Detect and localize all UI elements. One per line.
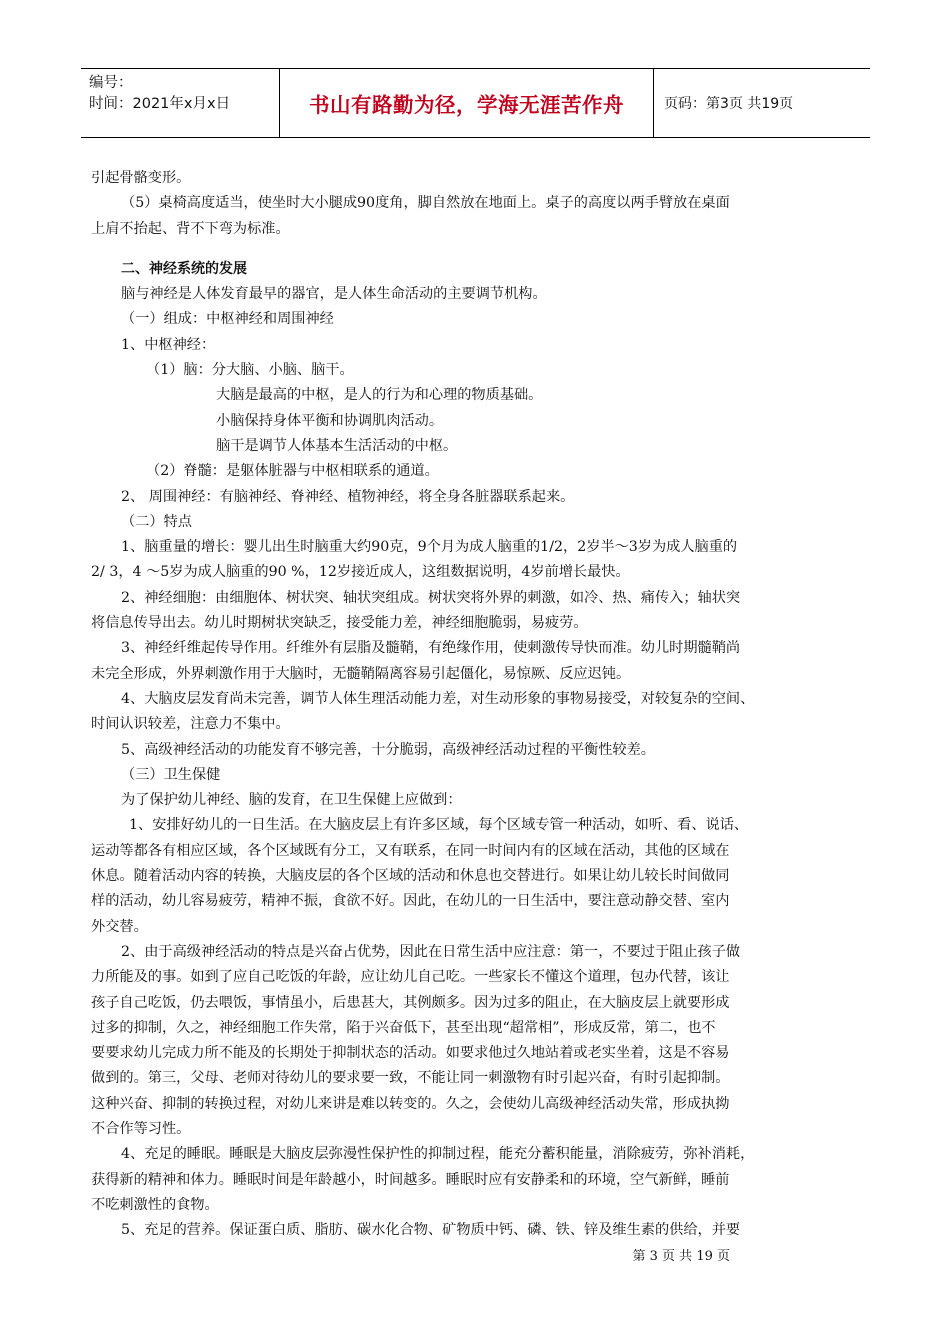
text-line: 小脑保持身体平衡和协调肌肉活动。	[216, 412, 444, 429]
text-line: 未完全形成，外界刺激作用于大脑时，无髓鞘隔离容易引起僵化，易惊厥、反应迟钝。	[91, 665, 631, 682]
text-line: 做到的。第三，父母、老师对待幼儿的要求要一致，不能让同一刺激物有时引起兴奋，有时引起抑制。	[91, 1070, 730, 1087]
text-line: 这种兴奋、抑制的转换过程，对幼儿来讲是难以转变的。久之，会使幼儿高级神经活动失常，形成执拗	[91, 1095, 730, 1112]
text-line: 获得新的精神和体力。睡眠时间是年龄越小，时间越多。睡眠时应有安静柔和的环境，空气新鲜，睡前	[91, 1171, 730, 1188]
text-line: 2/ 3，4 ～5岁为成人脑重的90 %，12岁接近成人，这组数据说明，4岁前增长最快。	[91, 564, 630, 581]
text-line: 4、大脑皮层发育尚未完善，调节人体生理活动能力差，对生动形象的事物易接受，对较复杂的空间、	[121, 690, 755, 707]
header-page-label: 页码：第3页 共19页	[664, 96, 794, 112]
paragraph-gap	[91, 242, 861, 257]
section-heading: 二、神经系统的发展	[121, 260, 247, 277]
text-line: 1、中枢神经：	[121, 336, 216, 353]
text-line: 5、充足的营养。保证蛋白质、脂肪、碳水化合物、矿物质中钙、磷、铁、锌及维生素的供给，并要	[121, 1222, 741, 1239]
text-line: 大脑是最高的中枢，是人的行为和心理的物质基础。	[216, 387, 543, 404]
text-line: 5、高级神经活动的功能发育不够完善，十分脆弱，高级神经活动过程的平衡性较差。	[121, 741, 655, 758]
number-label: 编号：	[89, 75, 133, 91]
text-line: 1、脑重量的增长：婴儿出生时脑重大约90克，9个月为成人脑重的1/2，2岁半～3岁为成人脑重的	[121, 539, 738, 556]
text-line: 过多的抑制，久之，神经细胞工作失常，陷于兴奋低下，甚至出现“超常相”，形成反常，第二，也不	[91, 1019, 716, 1036]
page-footer: 第 3 页 共 19 页	[632, 1249, 730, 1264]
text-line: 时间认识较差，注意力不集中。	[91, 716, 290, 733]
text-line: （二）特点	[121, 513, 192, 530]
text-line: 样的活动，幼儿容易疲劳，精神不振，食欲不好。因此，在幼儿的一日生活中，要注意动静交替、室内	[91, 893, 730, 910]
text-line: 运动等都各有相应区域，各个区域既有分工，又有联系，在同一时间内有的区域在活动，其他的区域在	[91, 842, 730, 859]
text-line: 上肩不抬起、背不下弯为标准。	[91, 220, 290, 237]
text-line: （2）脊髓：是躯体脏器与中枢相联系的通道。	[146, 463, 439, 480]
text-line: 引起骨骼变形。	[91, 170, 191, 186]
text-line: 4、充足的睡眠。睡眠是大脑皮层弥漫性保护性的抑制过程，能充分蓄积能量，消除疲劳，弥补消耗，	[121, 1146, 755, 1163]
text-line: 脑与神经是人体发育最早的器官，是人体生命活动的主要调节机构。	[121, 286, 547, 303]
text-line: 2、由于高级神经活动的特点是兴奋占优势，因此在日常生活中应注意：第一，不要过于阻止孩子做	[121, 943, 741, 960]
text-line: 脑干是调节人体基本生活活动的中枢。	[216, 437, 458, 454]
text-line: 将信息传导出去。幼儿时期树状突缺乏，接受能力差，神经细胞脆弱，易疲劳。	[91, 615, 588, 632]
text-line: 力所能及的事。如到了应自己吃饭的年龄，应让幼儿自己吃。一些家长不懂这个道理，包办代替，该让	[91, 969, 730, 986]
text-line: 不合作等习性。	[91, 1120, 191, 1137]
text-line: 孩子自己吃饭，仍去喂饭，事情虽小，后患甚大，其例颇多。因为过多的阻止，在大脑皮层上就要形成	[91, 994, 730, 1011]
text-line: 2、神经细胞：由细胞体、树状突、轴状突组成。树状突将外界的刺激，如冷、热、痛传入；轴状突	[121, 589, 741, 606]
text-line: （5）桌椅高度适当，使坐时大小腿成90度角，脚自然放在地面上。桌子的高度以两手臂放在桌面	[121, 195, 730, 212]
page-header	[81, 68, 870, 138]
text-line: （1）脑：分大脑、小脑、脑干。	[146, 362, 354, 379]
text-line: 要要求幼儿完成力所不能及的长期处于抑制状态的活动。如要求他过久地站着或老实坐着，这是不容易	[91, 1045, 730, 1062]
date-label: 时间：2021年x月x日	[89, 96, 231, 112]
text-line: （三）卫生保健	[121, 766, 221, 783]
document-body	[91, 166, 861, 1243]
text-line: 1、安排好幼儿的一日生活。在大脑皮层上有许多区域，每个区域专管一种活动，如听、看、说话、	[129, 817, 749, 834]
header-motto: 书山有路勤为径，学海无涯苦作舟	[280, 69, 654, 137]
header-meta	[81, 69, 280, 137]
text-line: 为了保护幼儿神经、脑的发育，在卫生保健上应做到：	[121, 792, 462, 809]
text-line: 2、 周围神经：有脑神经、脊神经、植物神经，将全身各脏器联系起来。	[121, 488, 575, 505]
text-line: 休息。随着活动内容的转换，大脑皮层的各个区域的活动和休息也交替进行。如果让幼儿较长时间做同	[91, 868, 730, 885]
text-line: 不吃刺激性的食物。	[91, 1196, 219, 1213]
text-line: （一）组成：中枢神经和周围神经	[121, 311, 334, 328]
text-line: 外交替。	[91, 918, 148, 935]
text-line: 3、神经纤维起传导作用。纤维外有层脂及髓鞘，有绝缘作用，使刺激传导快而准。幼儿时期髓鞘尚	[121, 640, 741, 657]
